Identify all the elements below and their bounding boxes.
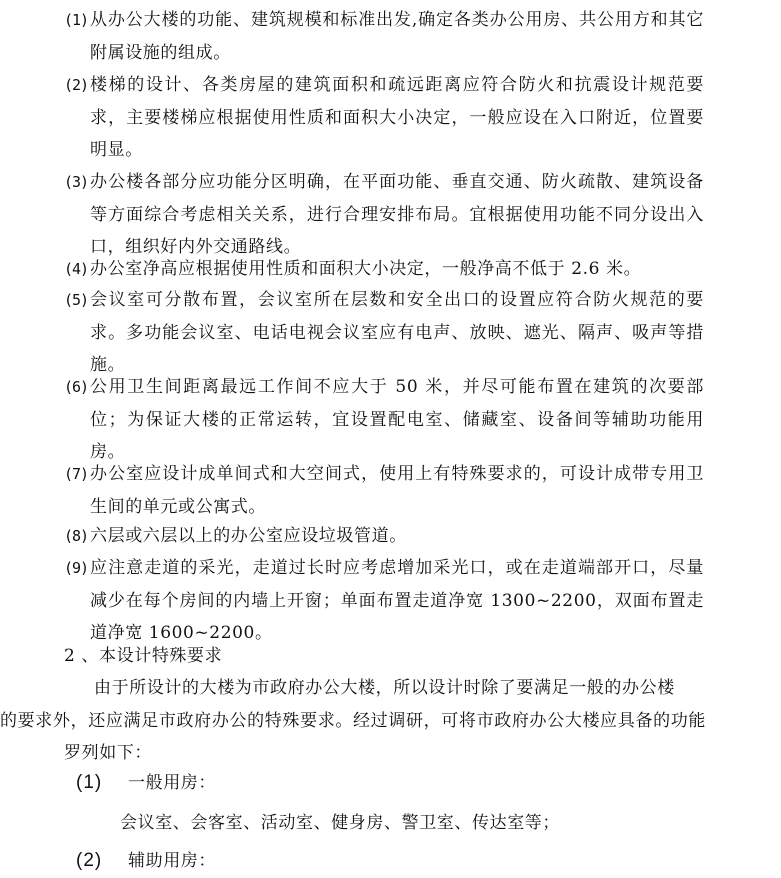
subsection-number: (1) [76,772,103,793]
list-item-number: (2) [64,76,89,94]
section-heading: 2 、本设计特殊要求 [64,646,223,666]
section-paragraph [0,672,706,770]
subsection-content: 会议室、会客室、活动室、健身房、警卫室、传达室等； [120,813,560,833]
list-item-text: 办公室应设计成单间式和大空间式，使用上有特殊要求的，可设计成带专用卫生间的单元或公寓式。 [90,464,704,517]
list-item-number: (5) [64,291,89,309]
list-item-number: (6) [64,378,89,396]
list-item-number: (4) [64,260,89,278]
list-item-text: 会议室可分散布置，会议室所在层数和安全出口的设置应符合防火规范的要求。多功能会议室、电话电视会议室应有电声、放映、遮光、隔声、吸声等措施。 [90,290,704,375]
subsection-label: 辅助用房： [128,851,216,871]
list-item-text: 从办公大楼的功能、建筑规模和标准出发,确定各类办公用房、共公用方和其它附属设施的组成。 [90,10,704,63]
list-item-text: 楼梯的设计、各类房屋的建筑面积和疏远距离应符合防火和抗震设计规范要求，主要楼梯应根据使用性质和面积大小决定，一般应设在入口附近，位置要明显。 [90,75,704,160]
paragraph-first-line: 由于所设计的大楼为市政府办公大楼，所以设计时除了要满足一般的办公楼 [94,678,675,698]
list-item-number: (8) [64,527,89,545]
subsection-number: (2) [76,850,103,871]
list-item-number: (7) [64,465,89,483]
list-item-text: 公用卫生间距离最远工作间不应大于 50 米，并尽可能布置在建筑的次要部位；为保证大楼的正常运转，宜设置配电室、储藏室、设备间等辅助功能用房。 [90,377,704,462]
subsection-label: 一般用房： [128,773,216,793]
paragraph-continuation: 的要求外，还应满足市政府办公的特殊要求。经过调研，可将市政府办公大楼应具备的功能罗列如下： [0,710,706,763]
list-item-number: (3) [64,173,89,191]
list-item-text: 六层或六层以上的办公室应设垃圾管道。 [90,526,407,546]
list-item-number: (1) [64,11,89,29]
list-item-text: 办公楼各部分应功能分区明确，在平面功能、垂直交通、防火疏散、建筑设备等方面综合考虑相关关系，进行合理安排布局。宜根据使用功能不同分设出入口，组织好内外交通路线。 [90,172,704,257]
list-item-text: 应注意走道的采光，走道过长时应考虑增加采光口，或在走道端部开口，尽量减少在每个房间的内墙上开窗；单面布置走道净宽 1300~2200，双面布置走道净宽 1600~2200。 [90,558,704,643]
list-item-text: 办公室净高应根据使用性质和面积大小决定，一般净高不低于 2.6 米。 [90,259,642,279]
list-item-number: (9) [64,559,89,577]
subsection-heading [76,768,216,794]
subsection-heading [76,846,216,872]
